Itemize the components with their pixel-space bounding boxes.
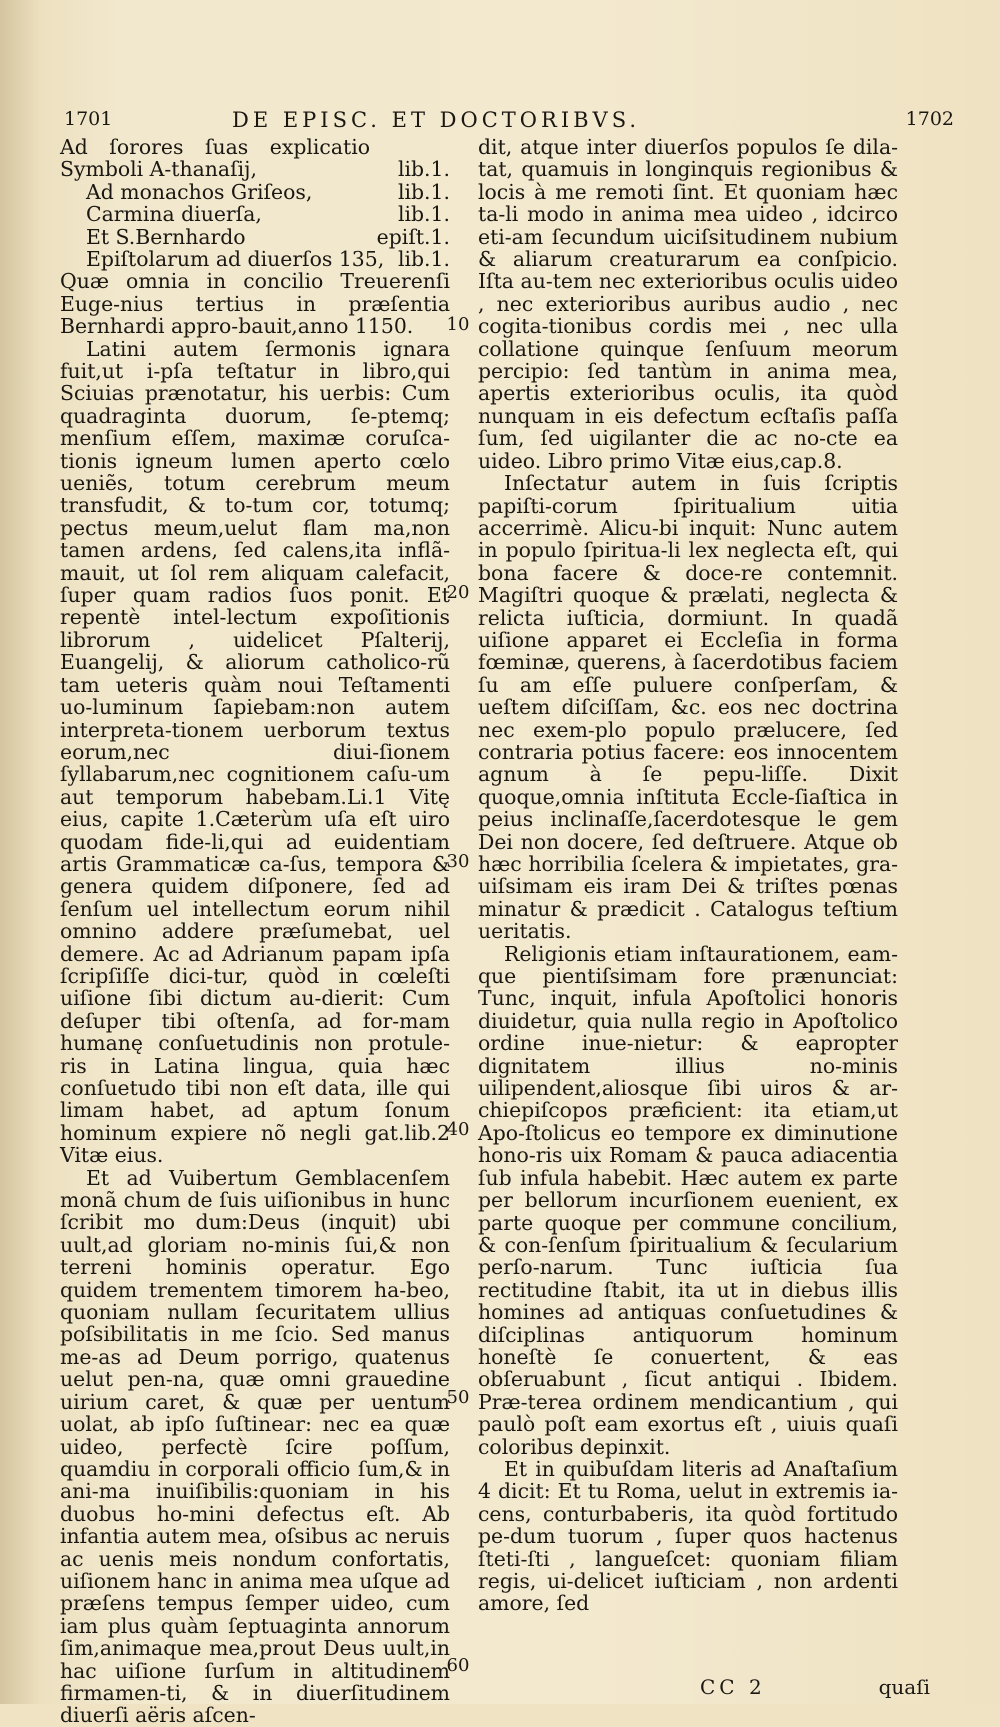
toc-row [60,181,450,203]
toc-entry: Epiſtolarum ad diuerſos 135, [86,246,385,271]
toc-entry: Ad monachos Griſeos, [86,179,313,204]
line-number: 50 [446,1387,470,1408]
toc-intro-text: Ad ſorores ſuas explicatio Symboli A-thanaſij, [60,135,370,182]
toc-entry: Carmina diuerſa, [86,202,262,227]
page-number-right: 1702 [905,108,954,130]
paragraph-restoration: Religionis etiam inſtaurationem, eam-que pientiſsimam fore prænunciat: Tunc, inquit, infula Apoſtolici honoris diuidetur, quia nulla regio in Apoſtolico ordine inue-nietur: & eapropter dignitatem illius no-minis uilipendent,aliosque ſibi uiros & ar-chiepiſcopos præficient: ita etiam,ut Apo-ſtolicus eo tempore ex diminutione hono-ris uix Romam & pauca adiacentia ſub infula habebit. Hæc autem ex parte per bellorum incurſionem euenient, ex parte quoque per commune concilium, & con-ſenſum ſpiritualium & ſecularium perſo-narum. Tunc iuſticia ſua rectitudine ſtabit, ita ut in diebus illis homines ad antiquas conſuetudines & diſciplinas antiquorum hominum honeſtè ſe conuertent, & eas obſeruabunt , ſicut antiqui . Ibidem. Præ-terea ordinem mendicantium , qui paulò poſt eam exortus eſt , uiuis quaſi coloribus depinxit. [478,941,898,1459]
right-column [478,136,898,1615]
left-column [60,136,450,1727]
paragraph-anastasius-letter: Et in quibuſdam literis ad Anaſtaſium 4 dicit: Et tu Roma, uelut in extremis ia-cens, conturbaberis, ita quòd fortitudo pe-dum tuorum , ſuper quos hactenus ſteti-ſti , langueſcet: quoniam filiam regis, ui-delicet iuſticiam , non ardenti amore, ſed [478,1456,898,1616]
running-header [64,108,954,138]
line-number: 30 [446,851,470,872]
catchword: quaſi [878,1675,930,1699]
toc-intro [60,136,450,181]
line-number: 10 [446,314,470,335]
signature-mark: CC 2 [700,1675,766,1699]
line-number: 40 [446,1119,470,1140]
paragraph-clergy-vices: Inſectatur autem in ſuis ſcriptis papiſti-corum ſpiritualium uitia accerrimè. Alicu-bi inquit: Nunc autem in populo ſpiritua-li lex neglecta eſt, qui bona facere & doce-re contemnit. Magiſtri quoque & prælati, neglecta & relicta iuſticia, dormiunt. In quadã uiſione apparet ei Eccleſia in forma fœminæ, querens, à ſacerdotibus faciem ſu am eſſe puluere conſperſam, & ueſtem diſciſſam, &c. eos nec doctrina nec exem-plo populo prælucere, ſed contraria potius facere: eos innocentem agnum à ſe pepu-liſſe. Dixit quoque,omnia inſtituta Eccle-ſiaſtica in peius inclinaſſe,ſacerdotesque le gem Dei non docere, ſed deſtruere. Atque ob hæc horribilia ſcelera & impietates, gra-uiſsimam eis iram Dei & triſtes pœnas minatur & prædicit . Catalogus teſtium ueritatis. [478,471,898,944]
toc-row [60,226,450,248]
paragraph-approval: Quæ omnia in concilio Treuerenſi Euge-nius tertius in præſentia Bernhardi appro-bauit,anno 1150. [60,269,450,339]
line-number: 20 [446,582,470,603]
line-number: 60 [446,1655,470,1676]
toc-intro-ref: lib.1. [397,157,450,182]
toc-row [60,203,450,225]
toc-ref: lib.1. [397,179,450,204]
paragraph-letter-vuibertus: Et ad Vuibertum Gemblacenſem monã chum de ſuis uiſionibus in hunc ſcribit mo dum:Deus (inquit) ubi uult,ad gloriam no-minis ſui,& non terreni hominis operatur. Ego quidem trementem timorem ha-beo, quoniam nullam ſecuritatem ullius poſsibilitatis in me ſcio. Sed manus me-as ad Deum porrigo, quatenus uelut pen-na, quæ omni grauedine uirium caret, & quæ per uentum uolat, ab ipſo ſuſtinear: nec ea quæ uideo, perfectè ſcire poſſum, quamdiu in corporali officio ſum,& in ani-ma inuiſibilis:quoniam in his duobus ho-mini defectus eſt. Ab infantia autem mea, oſsibus ac neruis ac uenis meis nondum confortatis, uiſionem hanc in anima mea uſque ad præſens tempus ſemper uideo, cum iam plus quàm ſeptuaginta annorum ſim,animaque mea,prout Deus uult,in hac uiſione ſurſum in altitudinem firmamen-ti, & in diuerſitudinem diuerſi aëris aſcen- [60,1165,450,1727]
page-footer [700,1675,930,1701]
toc-ref: lib.1. [397,202,450,227]
page-number-left: 1701 [64,108,113,130]
paragraph-latin-ignorance: Latini autem ſermonis ignara fuit,ut i-pſa teſtatur in libro,qui Sciuias prænotatur, his uerbis: Cum quadraginta duorum, ſe-ptemq; menſium eſſem, maximæ coruſca-tionis igneum lumen aperto cœlo ueniẽs, totum cerebrum meum transfudit, & to-tum cor, totumq; pectus meum,uelut flam ma,non tamen ardens, ſed calens,ita inflã-mauit, ut ſol rem aliquam calefacit, ſuper quam radios ſuos ponit. Et repentè intel-lectum expoſitionis librorum , uidelicet Pſalterij, Euangelij, & aliorum catholico-rũ tam ueteris quàm noui Teſtamenti uo-luminum ſapiebam:non autem interpreta-tionem uerborum textus eorum,nec diui-ſionem ſyllabarum,nec cognitionem caſu-um aut temporum habebam.Li.1 Vitę eius, capite 1.Cæterùm uſa eſt uiro quodam fide-li,qui ad euidentiam artis Grammaticæ ca-ſus, tempora & genera quidem diſponere, ſed ad ſenſum uel intellectum eorum nihil omnino addere præſumebat, uel demere. Ac ad Adrianum papam ipſa ſcripſiſſe dici-tur, quòd in cœleſti uiſione ſibi dictum au-dierit: Cum deſuper tibi oſtenſa, ad for-mam humanę conſuetudinis non protule-ris in Latina lingua, quia hæc conſuetudo tibi non eſt data, ille qui limam habet, ad aptum ſonum hominum expiere nõ negli gat.lib.2 Vitæ eius. [60,336,450,1168]
toc-entry: Et S.Bernhardo [86,224,246,249]
paragraph-vision-continued: dit, atque inter diuerſos populos ſe dila-tat, quamuis in longinquis regionibus & locis à me remoti ſint. Et quoniam hæc ta-li modo in anima mea uideo , idcirco eti-am ſecundum uiciſsitudinem nubium & aliarum creaturarum ea conſpicio. Iſta au-tem nec exterioribus oculis uideo , nec exterioribus auribus audio , nec cogita-tionibus cordis mei , nec ulla collatione quinque ſenſuum meorum percipio: ſed tantùm in anima mea, apertis exterioribus oculis, ita quòd nunquam in eis defectum ecſtaſis paſſa ſum, ſed uigilanter die ac no-cte ea uideo. Libro primo Vitæ eius,cap.8. [478,135,898,473]
toc-ref: lib.1. [397,246,450,271]
toc-row [60,248,450,270]
running-title: DE EPISC. ET DOCTORIBVS. [232,108,641,132]
page-gutter-shadow [0,0,40,1704]
toc-ref: epiſt.1. [376,224,450,249]
